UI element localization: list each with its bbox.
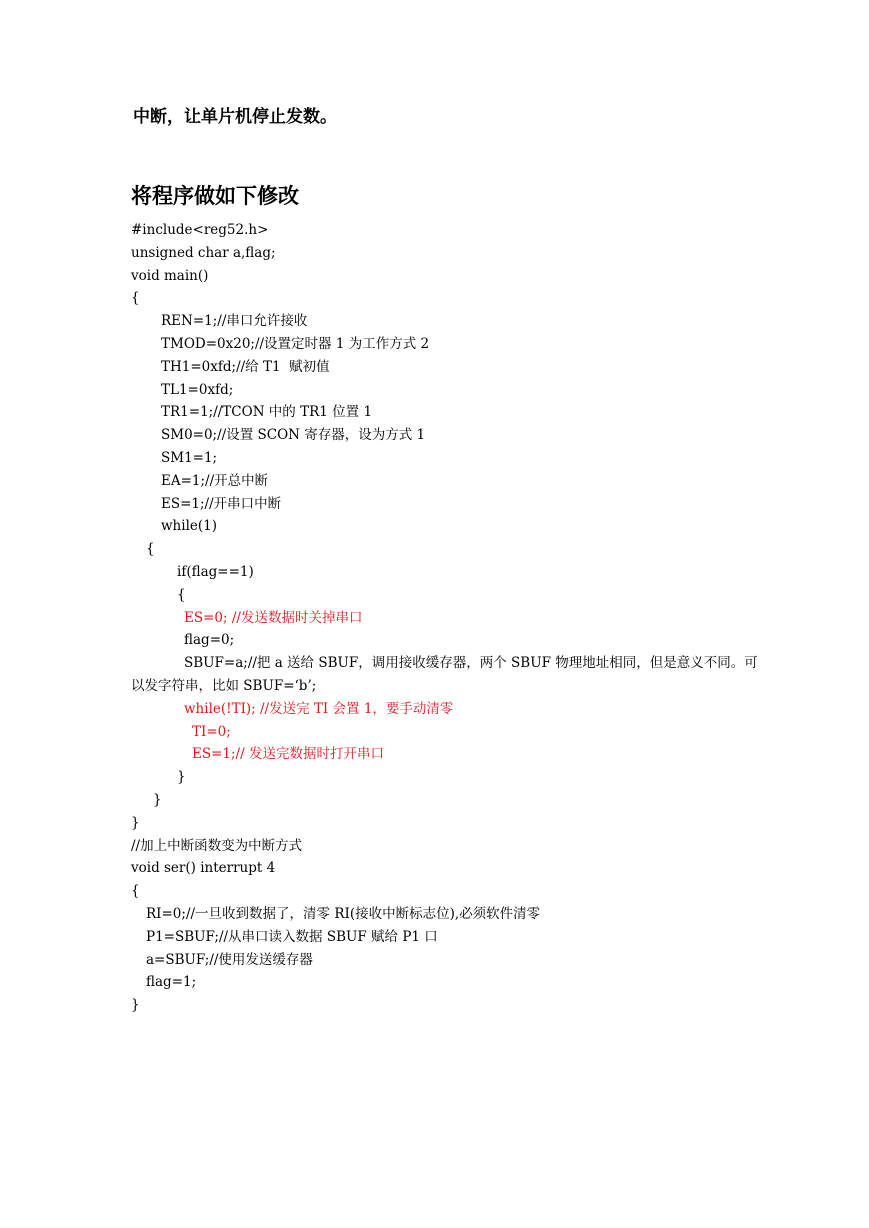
code-listing — [131, 219, 771, 1017]
code-line: TI=0; — [192, 723, 231, 740]
code-line: ES=0; //发送数据时关掉串口 — [184, 609, 363, 626]
code-line: } — [131, 814, 140, 831]
code-line: //加上中断函数变为中断方式 — [131, 837, 303, 854]
code-line: TL1=0xfd; — [161, 381, 234, 398]
code-line: ES=1;//开串口中断 — [161, 495, 282, 512]
code-line: { — [131, 883, 140, 900]
code-line: flag=0; — [184, 632, 235, 649]
code-line: } — [177, 769, 186, 786]
code-line: while(1) — [161, 518, 217, 535]
code-line: TH1=0xfd;//给 T1 赋初值 — [161, 358, 330, 375]
code-line: SM0=0;//设置 SCON 寄存器，设为方式 1 — [161, 427, 426, 444]
code-line: SBUF=a;//把 a 送给 SBUF，调用接收缓存器，两个 SBUF 物理地址相同，但是意义不同。可以发字符串，比如 SBUF=‘b’; — [131, 655, 758, 694]
code-line: { — [146, 541, 155, 558]
section-heading: 将程序做如下修改 — [131, 184, 299, 208]
code-line: { — [177, 586, 186, 603]
code-line: REN=1;//串口允许接收 — [161, 313, 308, 330]
code-line: TMOD=0x20;//设置定时器 1 为工作方式 2 — [161, 335, 430, 352]
code-line: ES=1;// 发送完数据时打开串口 — [192, 746, 384, 763]
code-line: } — [131, 997, 140, 1014]
code-line: a=SBUF;//使用发送缓存器 — [146, 951, 313, 968]
code-line: #include<reg52.h> — [131, 222, 269, 238]
code-line: while(!TI); //发送完 TI 会置 1，要手动清零 — [184, 700, 454, 717]
code-line: unsigned char a,flag; — [131, 244, 276, 261]
code-line: if(flag==1) — [177, 563, 254, 580]
intro-paragraph: 中断，让单片机停止发数。 — [133, 107, 337, 127]
code-line: void main() — [131, 267, 209, 284]
code-line: SM1=1; — [161, 449, 218, 466]
code-line: flag=1; — [146, 974, 197, 991]
code-line: } — [153, 791, 162, 808]
code-line: TR1=1;//TCON 中的 TR1 位置 1 — [161, 404, 373, 421]
code-line: void ser() interrupt 4 — [131, 860, 276, 877]
code-line: P1=SBUF;//从串口读入数据 SBUF 赋给 P1 口 — [146, 928, 438, 945]
code-line: { — [131, 290, 140, 307]
code-line: RI=0;//一旦收到数据了，清零 RI(接收中断标志位),必须软件清零 — [146, 905, 541, 922]
code-line: EA=1;//开总中断 — [161, 472, 269, 489]
